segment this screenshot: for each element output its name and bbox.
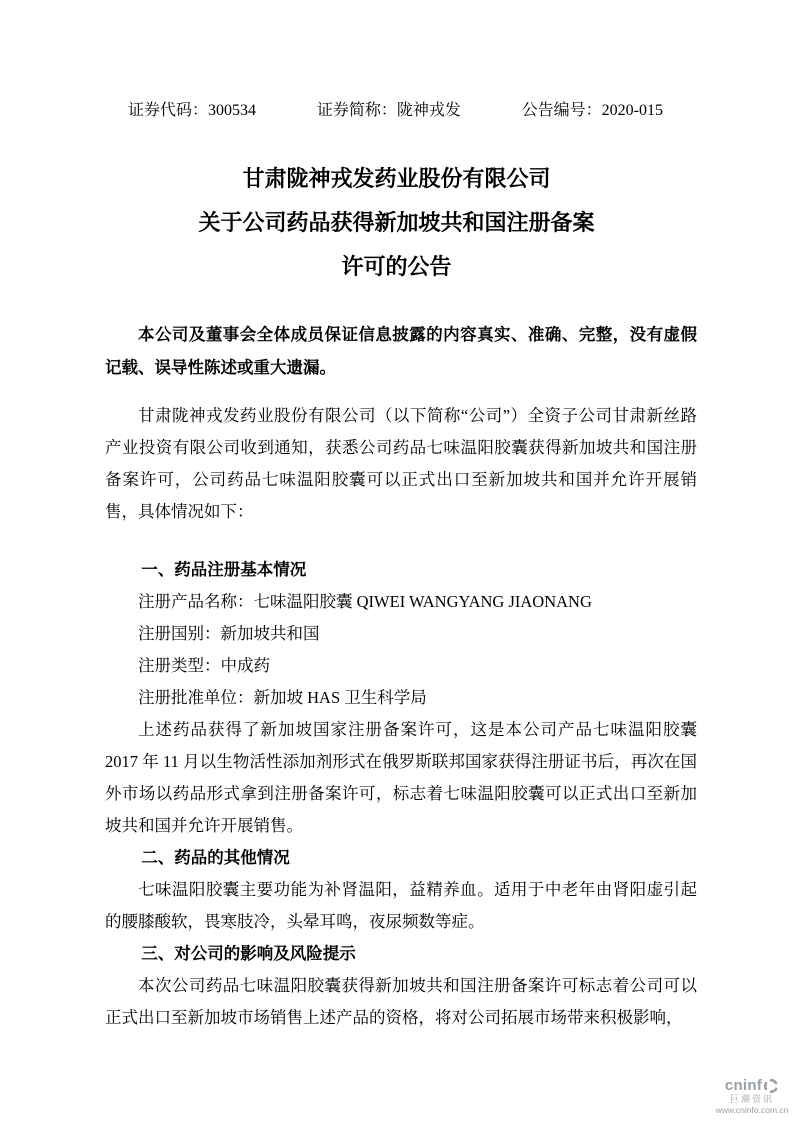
announcement-number: 公告编号：2020-015 [521,102,663,119]
document-title [40,157,753,289]
stock-code: 证券代码：300534 [128,102,257,119]
registration-country: 注册国别：新加坡共和国 [138,624,320,643]
section-3-heading: 三、对公司的影响及风险提示 [141,945,356,963]
section-2-heading: 二、药品的其他情况 [141,849,290,867]
registration-type: 注册类型：中成药 [138,656,270,675]
registration-approval-authority: 注册批准单位：新加坡 HAS 卫生科学局 [138,688,427,707]
intro-paragraph: 甘肃陇神戎发药业股份有限公司（以下简称“公司”）全资子公司甘肃新丝路产业投资有限公司收到通知，获悉公司药品七味温阳胶囊获得新加坡共和国注册备案许可，公司药品七味温阳胶囊可以正式出口至新加坡共和国并允许开展销售，具体情况如下： [105,406,697,521]
cninfo-chinese-name: 巨潮资讯 [729,1094,774,1104]
document-body [105,319,697,1034]
cninfo-brand-row [713,1078,791,1094]
registered-product-name: 注册产品名称：七味温阳胶囊 QIWEI WANGYANG JIAONANG [138,592,592,611]
section-3-paragraph: 本次公司药品七味温阳胶囊获得新加坡共和国注册备案许可标志着公司可以正式出口至新加坡市场销售上述产品的资格，将对公司拓展市场带来积极影响， [105,976,697,1027]
title-line-3: 许可的公告 [341,254,452,279]
board-disclaimer: 本公司及董事会全体成员保证信息披露的内容真实、准确、完整，没有虚假记载、误导性陈述或重大遗漏。 [105,326,697,377]
title-line-1: 甘肃陇神戎发药业股份有限公司 [242,166,551,191]
title-line-2: 关于公司药品获得新加坡共和国注册备案 [198,210,595,235]
stock-abbreviation: 证券简称：陇神戎发 [316,102,461,119]
cninfo-brand-text: cninf [724,1077,763,1094]
swirl-icon [763,1078,779,1094]
section-1-heading: 一、药品注册基本情况 [141,561,307,579]
cninfo-url: www.cninfo.com.cn [715,1105,789,1115]
cninfo-watermark-logo [713,1078,791,1116]
document-header [128,0,663,121]
section-2-paragraph: 七味温阳胶囊主要功能为补肾温阳，益精养血。适用于中老年由肾阳虚引起的腰膝酸软，畏寒肢冷，头晕耳鸣，夜尿频数等症。 [105,880,697,931]
section-1-paragraph: 上述药品获得了新加坡国家注册备案许可，这是本公司产品七味温阳胶囊 2017 年 11 月以生物活性添加剂形式在俄罗斯联邦国家获得注册证书后，再次在国外市场以药品形式拿到注册备案许可，标志着七味温阳胶囊可以正式出口至新加坡共和国并允许开展销售。 [105,720,697,835]
